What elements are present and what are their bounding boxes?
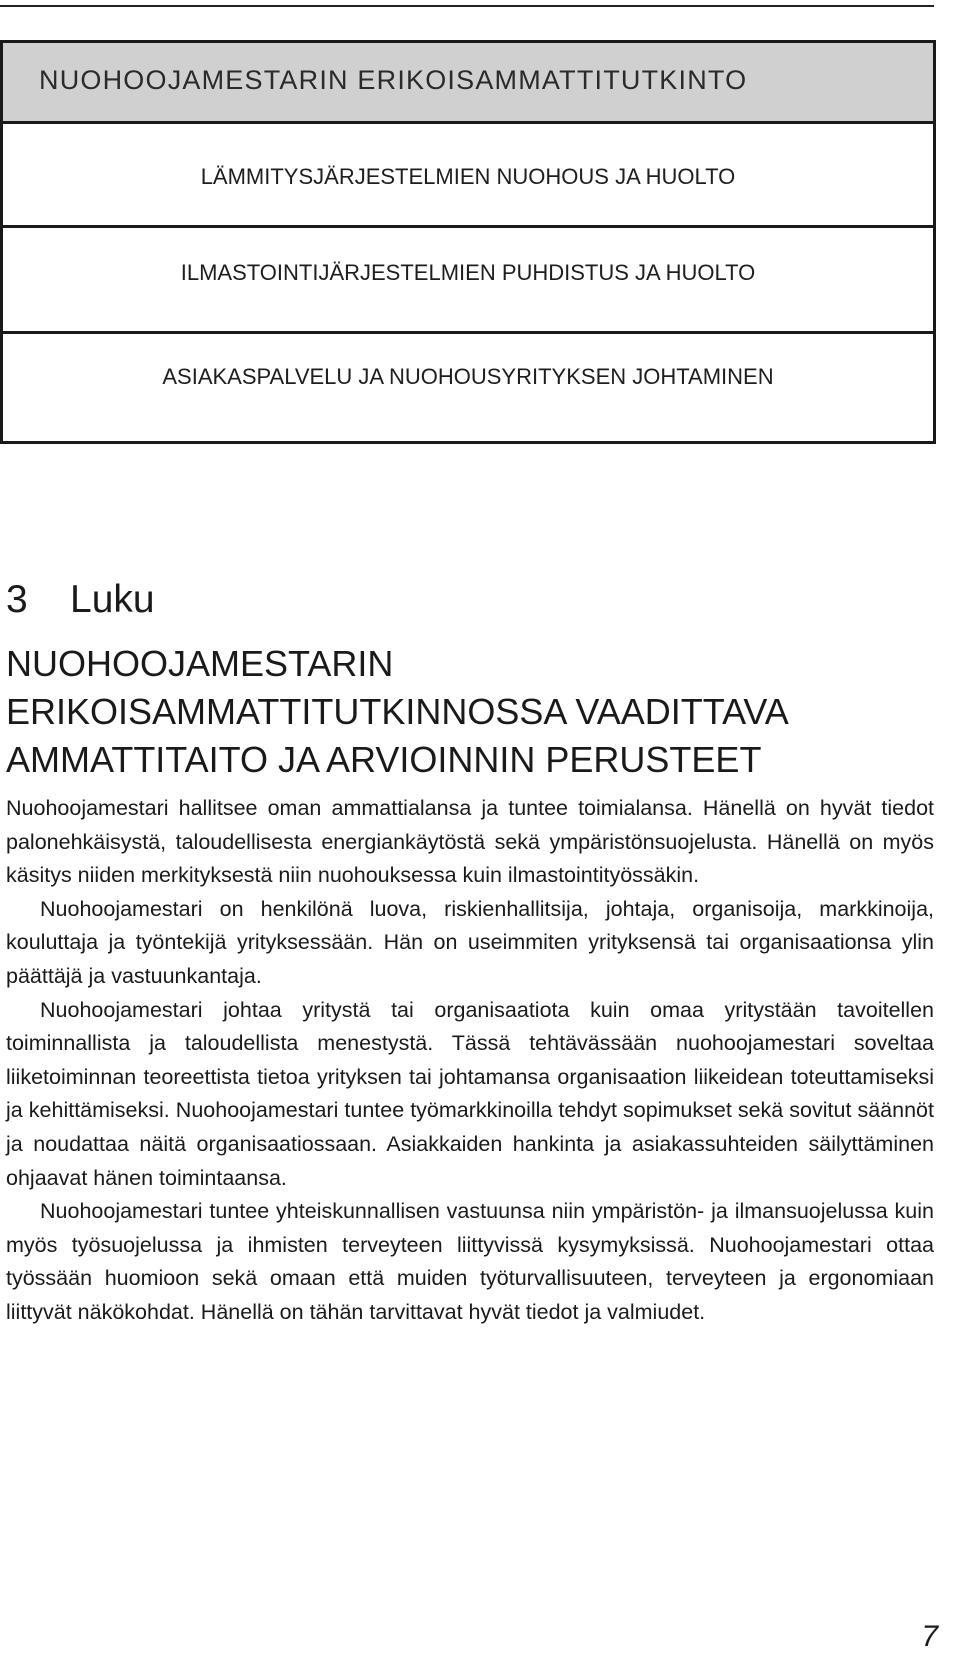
top-rule — [0, 5, 934, 7]
module-box-customer-service — [0, 334, 936, 444]
chapter-number: 3 — [6, 578, 28, 621]
body-text — [6, 792, 934, 1330]
module-label: ILMASTOINTIJÄRJESTELMIEN PUHDISTUS JA HUOLTO — [180, 260, 756, 285]
heading-line: AMMATTITAITO JA ARVIOINNIN PERUSTEET — [6, 739, 762, 780]
module-box-ventilation — [0, 228, 936, 334]
page-number: 7 — [921, 1620, 938, 1653]
qualification-header — [0, 40, 936, 124]
module-label: ASIAKASPALVELU JA NUOHOUSYRITYKSEN JOHTAMINEN — [162, 364, 774, 389]
paragraph: Nuohoojamestari johtaa yritystä tai organisaatiota kuin omaa yritystään tavoitellen toiminnallista ja taloudellista menestystä. Tässä tehtävässään nuohoojamestari soveltaa liiketoiminnan teoreettista tietoa yrityksen tai johtamansa organisaation liikeidean toteuttamiseksi ja kehittämiseksi. Nuohoojamestari tuntee työmarkkinoilla tehdyt sopimukset sekä sovitut säännöt ja noudattaa näitä organisaatiossaan. Asiakkaiden hankinta ja asiakassuhteiden säilyttäminen ohjaavat hänen toimintaansa. — [6, 997, 934, 1190]
chapter-heading — [6, 640, 926, 784]
chapter-word: Luku — [70, 578, 155, 621]
paragraph: Nuohoojamestari on henkilönä luova, riskienhallitsija, johtaja, organisoija, markkinoija, kouluttaja ja työntekijä yrityksessään. Hän on useimmiten yrityksensä tai organisaationsa ylin päättäjä ja vastuunkantaja. — [6, 896, 934, 988]
chapter-label — [6, 578, 155, 622]
module-box-heating — [0, 124, 936, 228]
module-label: LÄMMITYSJÄRJESTELMIEN NUOHOUS JA HUOLTO — [200, 164, 736, 189]
paragraph: Nuohoojamestari hallitsee oman ammattialansa ja tuntee toimialansa. Hänellä on hyvät tiedot palonehkäisystä, taloudellisesta energiankäytöstä sekä ympäristönsuojelusta. Hänellä on myös käsitys niiden merkityksestä niin nuohouksessa kuin ilmastointityössäkin. — [6, 796, 934, 888]
heading-line: ERIKOISAMMATTITUTKINNOSSA VAADITTAVA — [6, 691, 789, 732]
qualification-title: NUOHOOJAMESTARIN ERIKOISAMMATTITUTKINTO — [39, 65, 748, 95]
paragraph: Nuohoojamestari tuntee yhteiskunnallisen vastuunsa niin ympäristön- ja ilmansuojelussa kuin myös työsuojelussa ja ihmisten terveyteen liittyvissä kysymyksissä. Nuohoojamestari ottaa työssään huomioon sekä omaan että muiden työturvallisuuteen, terveyteen ja ergonomiaan liittyvät näkökohdat. Hänellä on tähän tarvittavat hyvät tiedot ja valmiudet. — [6, 1199, 934, 1324]
heading-line: NUOHOOJAMESTARIN — [6, 643, 394, 684]
